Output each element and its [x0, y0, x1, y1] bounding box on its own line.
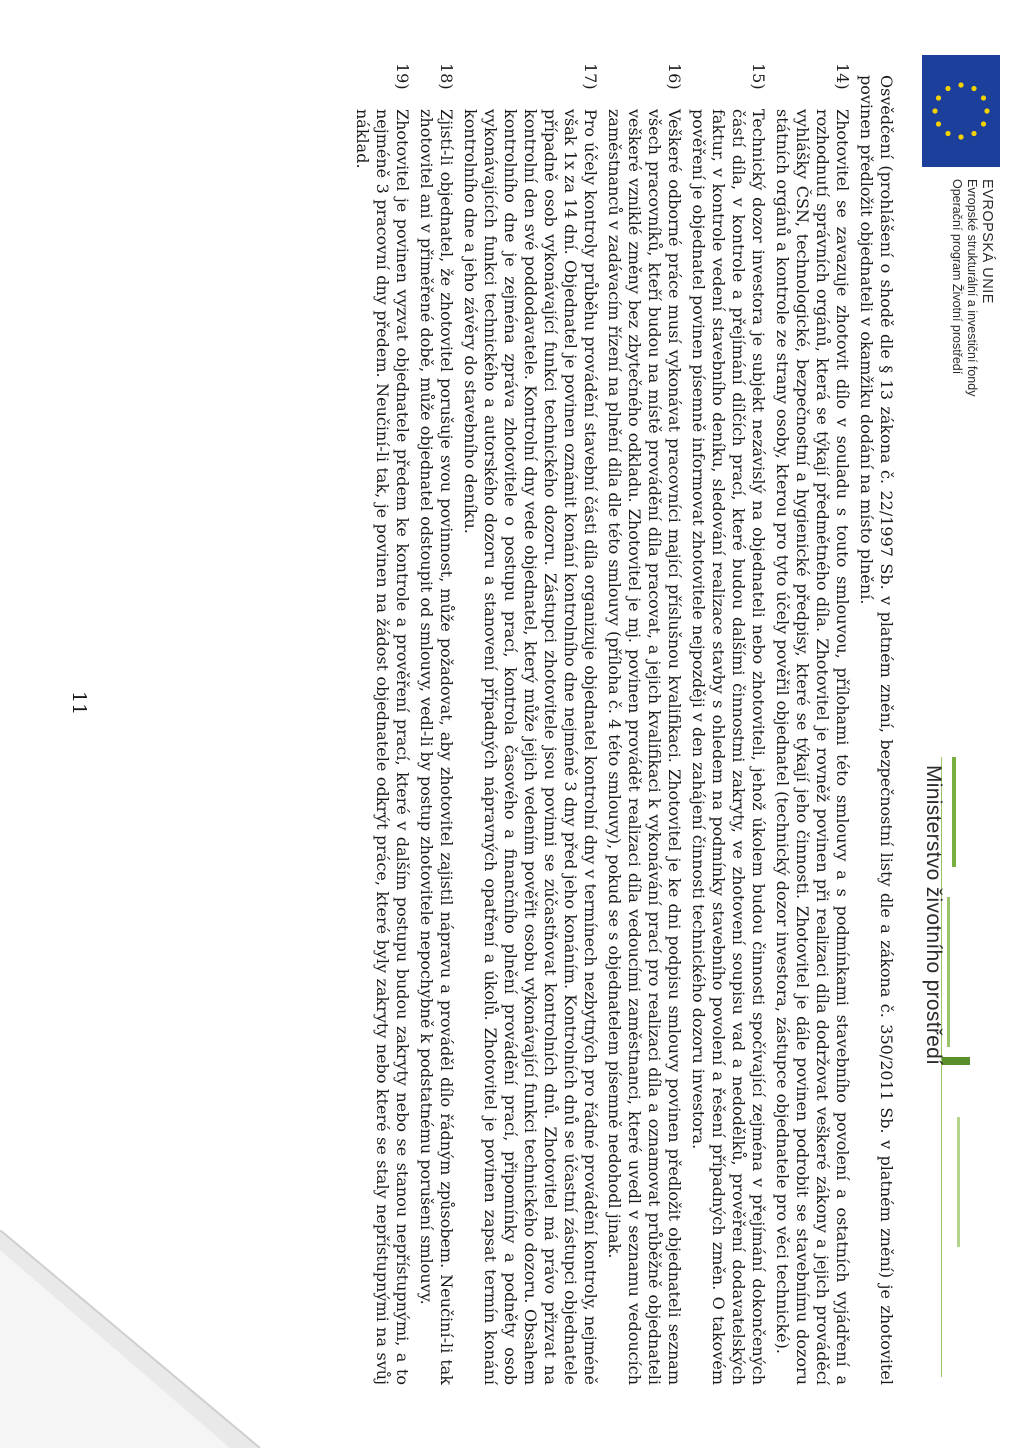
eu-program: Operační program Životní prostředí	[950, 179, 964, 375]
eu-logo-text	[949, 179, 994, 396]
eu-star-icon	[936, 95, 941, 100]
eu-star-icon	[958, 82, 963, 87]
rotated-document-page	[40, 55, 1000, 1435]
clause-text: Zjistí-li objednatel, že zhotovitel porušuje svou povinnost, může požadovat, aby zhotovitel zajistil nápravu a prováděl dílo řádným způsobem. Neučiní-li tak zhotovitel ani v přiměřené době, může objednatel odstoupit od smlouvy, vedl-li by postup zhotovitele nepochybně k podstatnému porušení smlouvy.	[417, 109, 456, 1385]
clause-number: 19)	[393, 63, 412, 90]
clause-text: Zhotovitel se zavazuje zhotovit dílo v souladu s touto smlouvou, přílohami této smlouvy a s podmínkami stavebního povolení a ostatních vyjádření a rozhodnutí správních orgánů, která se týkají předmětného díla. Zhotovitel je rovněž povinen při realizaci díla dodržovat veškeré zákony a jejich prováděcí vyhlášky ČSN, technologické, bezpečnostní a hygienické předpisy, které se týkají jeho činnosti. Zhotovitel je dále povinen podrobit se stavebnímu dozoru státních orgánů a kontrole ze strany osoby, kterou pro tyto účely pověřil objednatel (technický dozor investora, zástupce objednatele pro věci technické).	[773, 109, 852, 1385]
clause-text: Technický dozor investora je subjekt nezávislý na objednateli nebo zhotoviteli, jehož úkolem budou činnosti spočívající zejména v přejímání dokončených částí díla, v kontrole a přejímání dílčích prací, které budou dalšími činnostmi zakryty, ve zhotovení soupisu vad a nedodělků, prověření dodavatelských faktur, v kontrole vedení stavebního deníku, sledování realizace stavby s ohledem na podmínky stavebního povolení a řešení případných změn. O takovém pověření je objednatel povinen písemně informovat zhotovitele nejpozději v den zahájení činnosti technického dozoru investora.	[689, 109, 768, 1385]
document-body	[348, 63, 896, 1385]
clause-number: 15)	[749, 63, 768, 90]
clause-14	[772, 63, 852, 1385]
clause-16	[604, 63, 684, 1385]
clause-19	[352, 63, 412, 1385]
ministry-name: Ministerstvo životního prostředí	[922, 765, 945, 1066]
eu-star-icon	[984, 108, 989, 113]
ministry-logo	[922, 757, 1000, 1377]
eu-star-icon	[932, 108, 937, 113]
eu-star-icon	[958, 134, 963, 139]
clause-18	[416, 63, 456, 1385]
intro-paragraph: Osvědčení (prohlášení o shodě dle § 13 zákona č. 22/1997 Sb. v platném znění, bezpečnostní listy dle a zákona č. 350/2011 Sb. v platném znění) je zhotovitel povinen předložit objednateli v okamžiku dodání na místo plnění.	[857, 75, 896, 1385]
eu-fund: Evropské strukturální a investiční fondy	[965, 179, 979, 397]
clause-text: Pro účely kontroly průběhu provádění stavební části díla organizuje objednatel kontrolní dny v termínech nezbytných pro řádné provádění kontroly, nejméně však 1x za 14 dní. Objednatel je povinen oznámit konání kontrolního dne nejméně 3 dny před jeho konáním. Kontrolních dnů se účastní zástupci objednatele případně osob vykonávající funkci technického dozoru. Zástupci zhotovitele jsou povinni se zúčastňovat kontrolních dnů. Zhotovitel má právo přizvat na kontrolní den své poddodavatele. Kontrolní dny vede objednatel, který může jejich vedením pověřit osobu vykonávající funkci technického dozoru. Obsahem kontrolního dne je zejména zpráva zhotovitele o postupu prací, kontrola časového a finančního plnění provádění prací, připomínky a podněty osob vykonávajících funkci technického a autorského dozoru a stanovení případných nápravných opatření a úkolů. Zhotovitel je povinen zapsat termín konání kontrolního dne a jeho závěry do stavebního deníku.	[461, 109, 600, 1385]
eu-star-icon	[981, 95, 986, 100]
eu-star-icon	[971, 131, 976, 136]
clause-number: 16)	[665, 63, 684, 90]
page-header	[900, 55, 1000, 1435]
clause-17	[460, 63, 600, 1385]
ministry-bars-icon	[940, 757, 1000, 1317]
eu-title: EVROPSKÁ UNIE	[979, 179, 995, 304]
eu-star-icon	[981, 121, 986, 126]
clause-number: 17)	[581, 63, 600, 90]
page-number: 11	[68, 691, 90, 716]
clause-15	[688, 63, 768, 1385]
eu-star-icon	[971, 86, 976, 91]
eu-star-icon	[945, 86, 950, 91]
eu-star-icon	[945, 131, 950, 136]
clause-number: 14)	[833, 63, 852, 90]
clause-text: Zhotovitel je povinen vyzvat objednatele předem ke kontrole a prověření prací, které v dalším postupu budou zakryty nebo se stanou nepřístupnými, a to nejméně 3 pracovní dny předem. Neučiní-li tak, je povinen na žádost objednatele odkrýt práce, které byly zakryty nebo které se staly nepřístupnými na svůj náklad.	[353, 109, 412, 1385]
eu-flag-icon	[922, 55, 1000, 167]
eu-star-icon	[936, 121, 941, 126]
clause-number: 18)	[437, 63, 456, 90]
clause-text: Veškeré odborné práce musí vykonávat pracovníci mající příslušnou kvalifikaci. Zhotovitel je ke dni podpisu smlouvy povinen předložit objednateli seznam všech pracovníků, kteří budou na místě provádění díla pracovat, a jejich kvalifikaci k vykonávání prací pro realizaci díla a oznamovat průběžně objednateli veškeré vzniklé změny bez zbytečného odkladu. Zhotovitel je mj. povinen provádět realizaci díla vedoucími zaměstnanci, které uvedl v seznamu vedoucích zaměstnanců v zadávacím řízení na plnění díla dle této smlouvy (příloha č. 4 této smlouvy), pokud se s objednatelem písemně nedohodl jinak.	[605, 109, 684, 1385]
